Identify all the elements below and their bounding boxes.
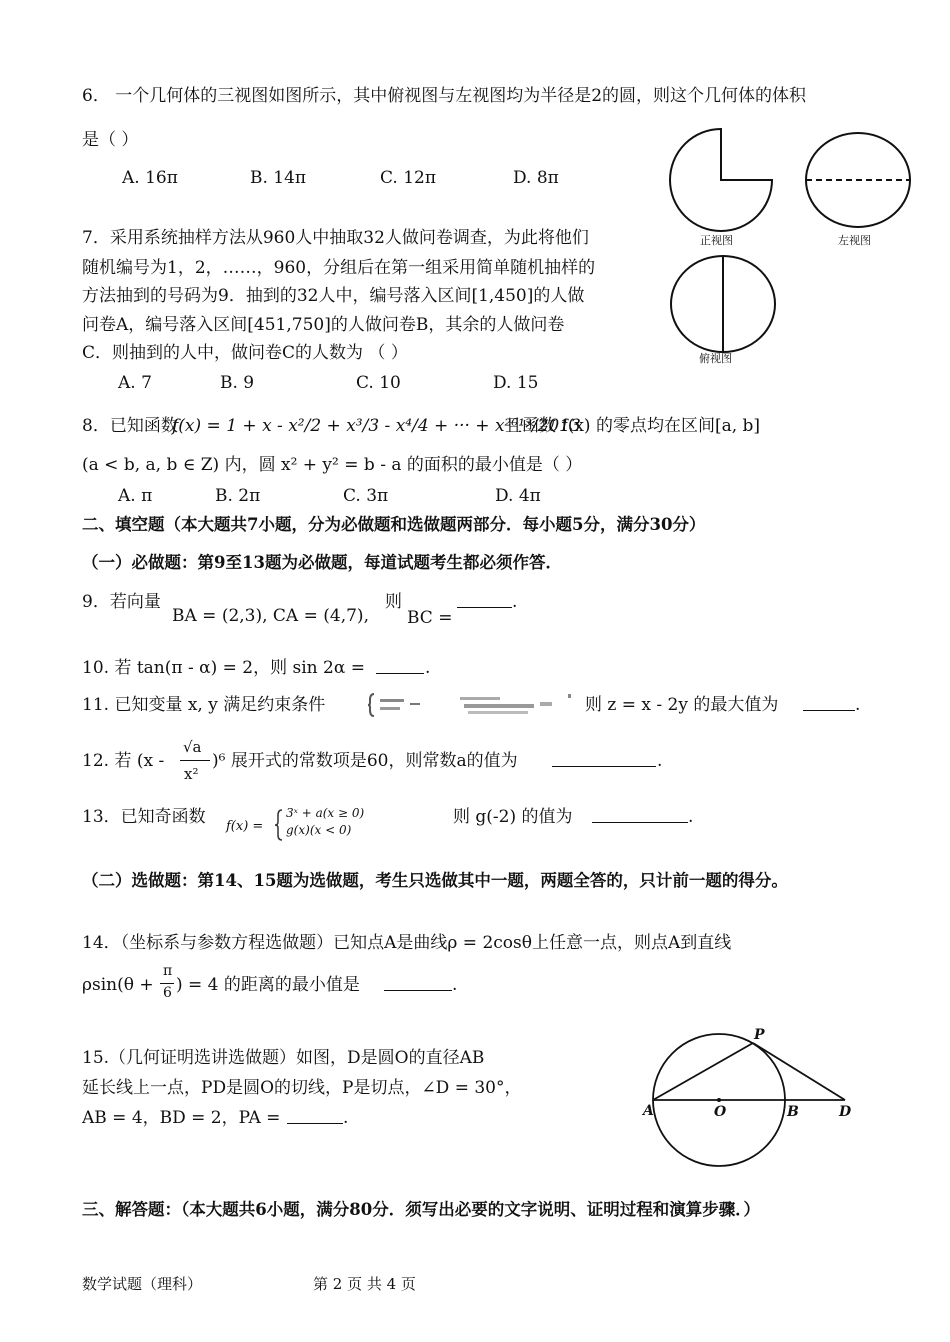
point-a-label: A [643, 1103, 654, 1119]
q10-end: . [425, 658, 431, 678]
q8-line2: (a < b, a, b ∈ Z) 内，圆 x² + y² = b - a 的面积的最小值是（ ） [82, 455, 583, 475]
q9-end: . [512, 592, 518, 612]
q8-option-d: D. 4π [495, 486, 541, 506]
q7-option-c: C. 10 [356, 373, 401, 393]
q8-option-c: C. 3π [343, 486, 389, 506]
q12-end: . [657, 751, 663, 771]
q12-fraction-bar [180, 760, 210, 761]
section2-required-note: （一）必做题：第9至13题为必做题，每道试题考生都必须作答． [82, 553, 562, 572]
q12-suffix: )⁶ 展开式的常数项是60，则常数a的值为 [212, 751, 518, 771]
q12-fraction-numerator: √a [183, 738, 202, 756]
point-b-label: B [787, 1104, 799, 1120]
q8-suffix: 且函数 f(x) 的零点均在区间[a, b] [505, 416, 761, 436]
q13-case-1: 3ˣ + a(x ≥ 0) [286, 806, 365, 820]
q9-vectors: BA = (2,3), CA = (4,7), [172, 606, 369, 626]
footer-page-number: 第 2 页 共 4 页 [313, 1275, 416, 1293]
left-view-label: 左视图 [838, 234, 871, 247]
q14-fraction-bar [160, 983, 174, 984]
q15-line2: 延长线上一点，PD是圆O的切线，P是切点，∠D = 30°， [82, 1078, 522, 1098]
q13-fx-label: f(x) = [226, 819, 264, 834]
q7-stem-line4: 问卷A，编号落入区间[451,750]的人做问卷B，其余的人做问卷 [82, 315, 565, 335]
circle-tangent-figure [640, 1030, 860, 1170]
q12-prefix: 12. 若 (x - [82, 751, 165, 771]
q7-stem-line2: 随机编号为1，2，……，960，分组后在第一组采用简单随机抽样的 [82, 258, 596, 278]
q7-option-b: B. 9 [220, 373, 255, 393]
q11-constraints-image [368, 692, 578, 718]
q10-answer-blank[interactable] [376, 657, 424, 674]
point-p-label: P [754, 1027, 765, 1043]
q15-line1: 15.（几何证明选讲选做题）如图，D是圆O的直径AB [82, 1048, 485, 1068]
q7-option-a: A. 7 [118, 373, 152, 393]
q15-line3: AB = 4，BD = 2，PA = [82, 1108, 281, 1128]
point-d-label: D [839, 1104, 852, 1120]
q13-prefix: 13．已知奇函数 [82, 807, 206, 827]
front-view-label: 正视图 [700, 234, 733, 247]
q14-pre: ρsin(θ + [82, 975, 154, 995]
q14-post: ) = 4 的距离的最小值是 [176, 975, 360, 995]
point-o-label: O [714, 1104, 727, 1120]
q9-answer-blank[interactable] [457, 591, 512, 608]
q6-stem-line1: 6． 一个几何体的三视图如图所示，其中俯视图与左视图均为半径是2的圆，则这个几何体的体积 [82, 86, 807, 106]
q12-fraction-denominator: x² [184, 765, 199, 783]
q11-suffix: 则 z = x - 2y 的最大值为 [585, 695, 779, 715]
segment-pa [653, 1043, 753, 1100]
q7-option-d: D. 15 [493, 373, 539, 393]
q6-option-b: B. 14π [250, 168, 307, 188]
q6-option-a: A. 16π [122, 168, 178, 188]
q8-prefix: 8．已知函数 [82, 416, 178, 436]
top-view-label: 俯视图 [699, 352, 732, 365]
q6-option-d: D. 8π [513, 168, 559, 188]
q10-stem: 10. 若 tan(π - α) = 2，则 sin 2α = [82, 658, 365, 678]
q14-frac-denominator: 6 [163, 985, 172, 1001]
tangent-pd [753, 1043, 845, 1100]
section2-title: 二、填空题（本大题共7小题，分为必做题和选做题两部分．每小题5分，满分30分） [82, 515, 706, 534]
q6-stem-line2: 是（ ） [82, 130, 139, 150]
q8-function-formula: f(x) = 1 + x - x²/2 + x³/3 - x⁴/4 + ··· + x²⁰¹³/2013 [172, 416, 581, 436]
top-view-shape [671, 256, 775, 352]
q8-option-b: B. 2π [215, 486, 261, 506]
q15-end: . [343, 1108, 349, 1128]
left-view-shape [806, 133, 910, 227]
q14-answer-blank[interactable] [384, 974, 452, 991]
q11-answer-blank[interactable] [803, 694, 855, 711]
optional-section-note: （二）选做题：第14、15题为选做题，考生只选做其中一题，两题全答的，只计前一题的得分。 [82, 871, 788, 890]
q15-answer-blank[interactable] [287, 1107, 343, 1124]
q6-option-c: C. 12π [380, 168, 437, 188]
q9-prefix: 9．若向量 [82, 592, 161, 612]
q12-answer-blank[interactable] [552, 750, 656, 767]
q9-target: BC = [407, 608, 453, 628]
q11-prefix: 11. 已知变量 x, y 满足约束条件 [82, 695, 326, 715]
q13-brace [274, 809, 284, 841]
q13-answer-blank[interactable] [592, 806, 688, 823]
q14-end: . [452, 975, 458, 995]
q7-stem-line5: C．则抽到的人中，做问卷C的人数为 （ ） [82, 343, 408, 363]
q13-end: . [688, 807, 694, 827]
section3-title: 三、解答题：（本大题共6小题，满分80分．须写出必要的文字说明、证明过程和演算步骤．） [82, 1200, 760, 1219]
q7-stem-line3: 方法抽到的号码为9．抽到的32人中，编号落入区间[1,450]的人做 [82, 286, 585, 306]
q9-then: 则 [385, 592, 402, 612]
q7-stem-line1: 7．采用系统抽样方法从960人中抽取32人做问卷调查，为此将他们 [82, 228, 589, 248]
q11-end: . [855, 695, 861, 715]
footer-subject: 数学试题（理科） [82, 1275, 203, 1293]
q13-case-2: g(x)(x < 0) [286, 823, 352, 837]
q8-option-a: A. π [118, 486, 153, 506]
q14-line1: 14．（坐标系与参数方程选做题）已知点A是曲线ρ = 2cosθ上任意一点，则点A到直线 [82, 933, 732, 953]
front-view-shape [670, 129, 772, 231]
q14-frac-numerator: π [163, 963, 173, 979]
q13-mid: 则 g(-2) 的值为 [453, 807, 573, 827]
